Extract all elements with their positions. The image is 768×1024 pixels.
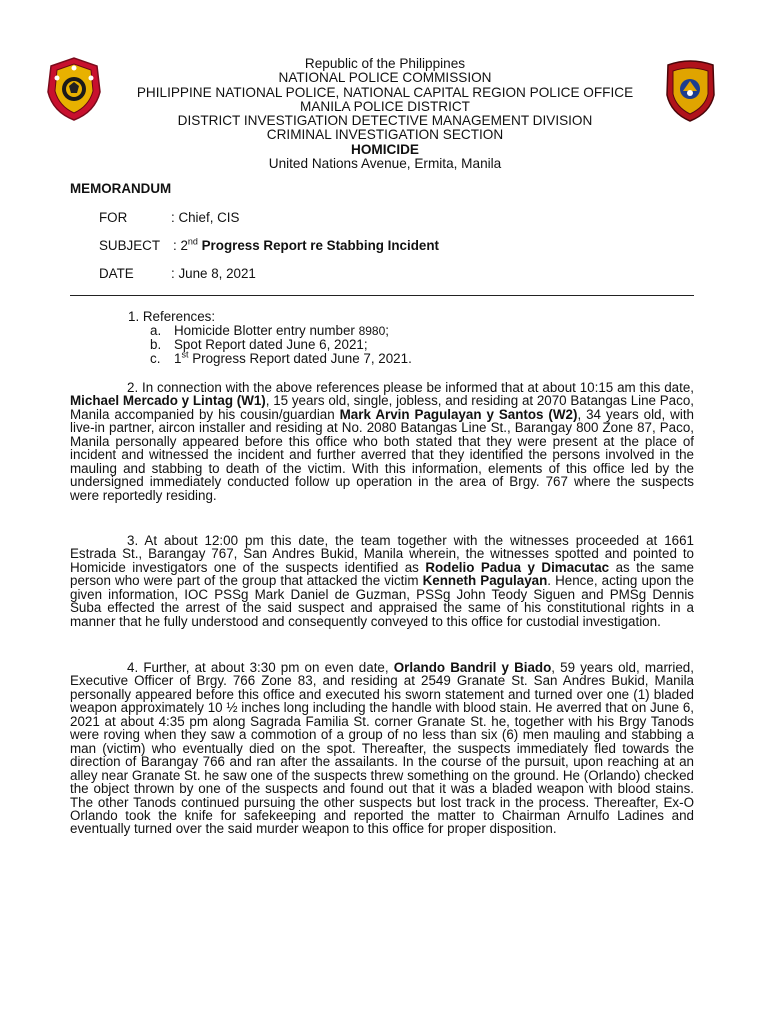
letterhead-address: United Nations Avenue, Ermita, Manila (268, 156, 502, 172)
reference-prefix: 1 (174, 350, 182, 366)
date-label: DATE (99, 266, 134, 281)
memo-subject-row (99, 236, 439, 253)
reference-item (128, 349, 412, 366)
paragraph-text: . Hence, acting upon the given information, IOC PSSg Mark Daniel de Guzman, PSSg John Teody Siguen and PMSg Dennis Suba effected the arrest of the said suspect and appraised the same of his constitutional rights in a manner that he fully understood and consequently conveyed to this office for custodial investigation. (70, 573, 694, 629)
reference-letter: b. (150, 337, 162, 353)
for-value: : Chief, CIS (171, 210, 240, 225)
subject-ordinal: nd (187, 236, 198, 247)
reference-letter: c. (150, 350, 161, 366)
reference-text: Progress Report dated June 7, 2021. (188, 350, 412, 366)
paragraph-2 (70, 381, 694, 502)
witness-name: Mark Arvin Pagulayan y Santos (W2) (339, 406, 578, 422)
letterhead-line: MANILA POLICE DISTRICT (300, 98, 470, 114)
letterhead-line: DISTRICT INVESTIGATION DETECTIVE MANAGEMENT DIVISION (177, 113, 593, 129)
paragraph-text: 2. In connection with the above references please be informed that at about 10:15 am this date, (127, 380, 694, 395)
paragraph-text: 4. Further, at about 3:30 pm on even date, (127, 660, 394, 675)
witness-name: Orlando Bandril y Biado (393, 660, 552, 675)
paragraph-text: , 59 years old, married, Executive Officer of Brgy. 766 Zone 83, and residing at 2549 Granate St. San Andres Bukid, Manila personally appeared before this office and executed his sworn statement and turned over one (1) bladed weapon approximately 10 ½ inches long including the handle with blood stain. He averred that on June 6, 2021 at about 4:35 pm along Sagrada Familia St. corner Granate St. he, together with his Brgy Tanods were roving when they saw a commotion of a group of no less than six (6) men mauling and stabbing a man (victim) who eventually died on the spot. Thereafter, the suspects immediately fled towards the direction of Barangay 766 and ran after the assailants. In the course of the pursuit, upon reaching at an alley near Granate St. he saw one of the suspects threw something on the ground. He (Orlando) checked the object thrown by one of the suspects and found out that it was a bladed weapon with blood stains. The other Tanods continued pursuing the other suspects but lost track in the process. Thereafter, Ex-O Orlando took the knife for safekeeping and reported the matter to Chairman Arnulfo Ladines and eventually turned over the said murder weapon to this office for proper disposition. (70, 660, 694, 837)
references-heading: 1. References: (128, 309, 216, 324)
reference-ordinal: st (181, 349, 189, 360)
subject-value (173, 238, 439, 253)
victim-name: Kenneth Pagulayan (422, 573, 548, 589)
letterhead-section: HOMICIDE (351, 141, 419, 157)
suspect-name: Rodelio Padua y Dimacutac (425, 559, 610, 575)
paragraph-text: , 15 years old, single, jobless, and residing at 2070 Batangas Line Paco, Manila accompanied by his cousin/guardian (70, 393, 694, 422)
letterhead-line: NATIONAL POLICE COMMISSION (278, 70, 492, 86)
reference-number: 8980 (358, 323, 386, 338)
subject-label: SUBJECT (99, 238, 161, 253)
reference-text: Homicide Blotter entry number (174, 322, 359, 338)
letterhead-line: Republic of the Philippines (304, 56, 466, 71)
paragraph-4 (70, 661, 694, 836)
subject-text: Progress Report re Stabbing Incident (197, 238, 439, 253)
reference-item (128, 324, 412, 339)
witness-name: Michael Mercado y Lintag (W1) (70, 393, 266, 409)
letterhead (90, 57, 680, 171)
reference-text: Spot Report dated June 6, 2021; (174, 337, 368, 353)
paragraph-text: , 34 years old, with live-in partner, aircon installer and residing at No. 2080 Batangas Line St., Barangay 800 Zone 87, Paco, Manila personally appeared before this office who both stated that they were present at the place of incident and witnessed the incident and further averred that they identified the persons involved in the mauling and stabbing to death of the victim. With this information, elements of this office led by the undersigned immediately conducted follow up operation in the area of Brgy. 767 where the suspects were reportedly residing. (70, 406, 694, 503)
memo-title: MEMORANDUM (70, 181, 172, 196)
date-value: : June 8, 2021 (171, 266, 256, 281)
letterhead-line: PHILIPPINE NATIONAL POLICE, NATIONAL CAPITAL REGION POLICE OFFICE (136, 84, 634, 100)
reference-suffix: ; (385, 322, 390, 338)
divider-line (70, 295, 694, 296)
paragraph-text: 3. At about 12:00 pm this date, the team together with the witnesses proceeded at 1661 Estrada St., Barangay 767, San Andres Bukid, Manila wherein, the witnesses spotted and pointed to Homicide investigators one of the suspects identified as (70, 533, 694, 575)
references-list (128, 310, 412, 365)
memo-for-row (99, 210, 240, 225)
subject-prefix: : 2 (173, 238, 188, 253)
memo-date-row (99, 266, 256, 281)
reference-letter: a. (150, 322, 162, 338)
for-label: FOR (99, 210, 128, 225)
paragraph-3 (70, 534, 694, 628)
paragraph-text: as the same person who were part of the group that attacked the victim (70, 559, 694, 589)
letterhead-line: CRIMINAL INVESTIGATION SECTION (266, 127, 504, 143)
reference-item (128, 338, 412, 352)
manila-police-seal-icon (664, 57, 717, 123)
